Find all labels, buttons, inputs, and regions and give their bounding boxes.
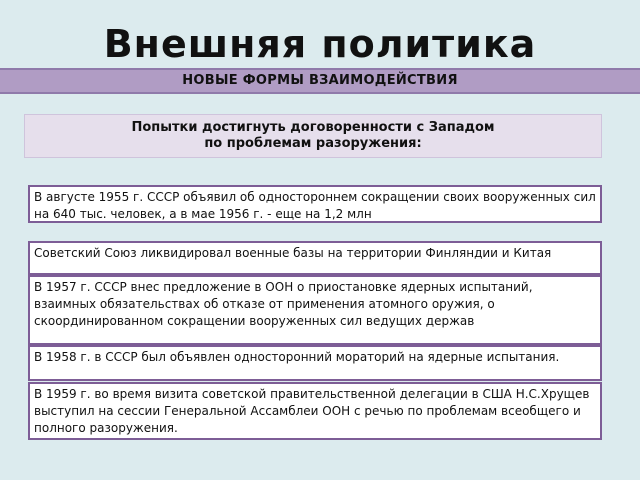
fact-box-1959: В 1959 г. во время визита советской правительственной делегации в США Н.С.Хрущев выступил на сессии Генеральной Ассамблеи ООН с речью по проблемам всеобщего и полного разоружения.	[28, 382, 602, 440]
fact-box-1957: В 1957 г. СССР внес предложение в ООН о приостановке ядерных испытаний, взаимных обязательствах об отказе от применения атомного оружия, о скоординированном сокращении вооруженных сил ведущих держав	[28, 275, 602, 345]
fact-box-1958: В 1958 г. в СССР был объявлен односторонний мораторий на ядерные испытания.	[28, 345, 602, 381]
subtitle-box: Попытки достигнуть договоренности с Западом по проблемам разоружения:	[24, 114, 602, 158]
fact-box-bases: Советский Союз ликвидировал военные базы на территории Финляндии и Китая	[28, 241, 602, 275]
section-banner: НОВЫЕ ФОРМЫ ВЗАИМОДЕЙСТВИЯ	[0, 68, 640, 94]
fact-box-1955: В августе 1955 г. СССР объявил об одностороннем сокращении своих вооруженных сил на 640 тыс. человек, а в мае 1956 г. - еще на 1,2 млн	[28, 185, 602, 223]
slide-title: Внешняя политика	[103, 22, 537, 66]
